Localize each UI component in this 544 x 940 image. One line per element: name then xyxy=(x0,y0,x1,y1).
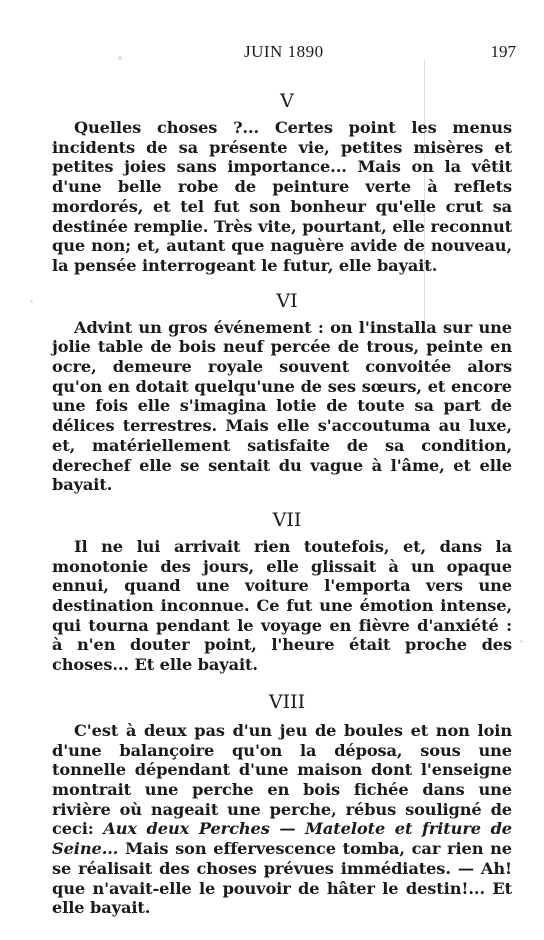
section-heading-v: V xyxy=(280,90,294,112)
paragraph-section-v: Quelles choses ?... Certes point les menus incidents de sa présente vie, petites misères et petites joies sans importance... Mais on la vêtit d'une belle robe de peinture verte à reflets mordorés, et tel fut son bonheur qu'elle crut sa destinée remplie. Très vite, pourtant, elle reconnut que non; et, autant que naguère avide de nouveau, la pensée interrogeant le futur, elle bayait. xyxy=(52,118,512,275)
page-header xyxy=(0,42,544,64)
ink-spot xyxy=(520,640,523,643)
section-heading-vi: VI xyxy=(276,289,298,312)
paragraph-section-viii xyxy=(52,721,512,918)
paragraph-text: C'est à deux pas d'un jeu de boules et non loin d'une balançoire qu'on la déposa, sous une tonnelle dépendant d'une maison dont l'enseigne montrait une perche en bois fichée dans une rivière où nageait une perche, rébus souligné de ceci: xyxy=(52,720,512,839)
italic-sign-text: Aux deux Perches — Matelote et friture de Seine... xyxy=(52,819,512,859)
paragraph-text: Mais son effervescence tomba, car rien ne se réalisait des choses prévues immédiates. — Ah! que n'avait-elle le pouvoir de hâter le destin!... Et elle bayait. xyxy=(52,839,512,918)
paragraph-section-vii: Il ne lui arrivait rien toutefois, et, dans la monotonie des jours, elle glissait à un opaque ennui, quand une voiture l'emporta vers une destination inconnue. Ce fut une émotion intense, qui tourna pendant le voyage en fièvre d'anxiété : à n'en douter point, l'heure était proche des choses... Et elle bayait. xyxy=(52,536,512,675)
page-number: 197 xyxy=(490,42,516,61)
ink-spot xyxy=(30,300,33,303)
section-heading-vii: VII xyxy=(272,508,302,531)
paragraph-section-vi: Advint un gros événement : on l'installa sur une jolie table de bois neuf percée de trous, peinte en ocre, demeure royale souvent convoitée alors qu'on en dotait quelqu'une de ses sœurs, et encore une fois elle s'imagina lotie de toute sa part de délices terrestres. Mais elle s'accoutuma au luxe, et, matériellement satisfaite de sa condition, derechef elle se sentait du vague à l'âme, et elle bayait. xyxy=(52,317,512,495)
running-title: JUIN 1890 xyxy=(244,42,324,61)
body-text xyxy=(52,90,512,918)
section-heading-viii: VIII xyxy=(268,690,306,713)
